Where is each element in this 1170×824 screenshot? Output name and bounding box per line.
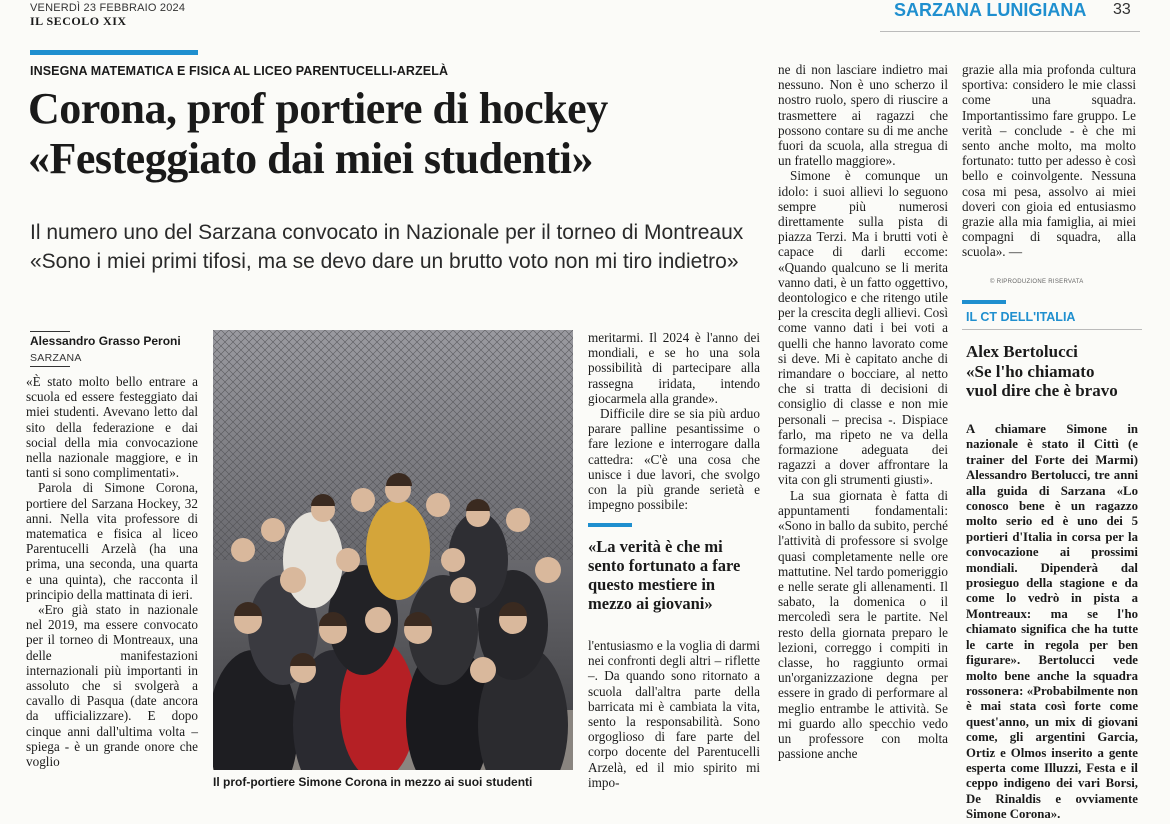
dateline: SARZANA [30,352,82,364]
sidebar-title-line-3: vuol dire che è bravo [966,381,1118,400]
paragraph: Parola di Simone Corona, portiere del Sarzana Hockey, 32 anni. Nella vita professore di matematica e fisica al liceo Parentucelli Arzelà (ha una prima, una seconda, una quarta e una quinta), che racconta il principio della mattinata di ieri. [26,480,198,602]
article-column-3 [778,62,948,761]
sidebar-text [966,422,1138,823]
paragraph: «Ero già stato in nazionale nel 2019, ma essere convocato per il torneo di Montreaux, una delle manifestazioni internazionali più importanti in assoluto che si svolgerà a cavallo di Pasqua (date ancora da ufficializzare). E dopo cinque anni dall'ultima volta – spiega - è un grande onore che voglio [26,602,198,770]
section-title: SARZANA LUNIGIANA [894,0,1087,20]
subhead-line-1: Il numero uno del Sarzana convocato in Nazionale per il torneo di Montreaux [30,221,744,244]
article-column-2 [588,330,760,512]
paragraph: «È stato molto bello entrare a scuola ed essere festeggiato dai miei studenti. Avevano letto dal sito della federazione e dai social della mia convocazione nella nazionale maggiore, e in tanti si sono complimentati». [26,374,198,481]
page-number: 33 [1113,1,1131,18]
sidebar-rule [962,329,1142,330]
sidebar-title-line-1: Alex Bertolucci [966,342,1078,361]
paragraph: ne di non lasciare indietro mai nessuno. Non è uno scherzo il nostro ruolo, spero di riuscire a trasmettere ai ragazzi che possono contare su di me anche fuori da scuola, alla stregua di un fratello maggiore». [778,62,948,169]
paragraph: A chiamare Simone in nazionale è stato il Cittì (e trainer del Forte dei Marmi) Alessandro Bertolucci, tre anni alla guida di Sarzana «Lo conosco bene è un ragazzo molto serio ed è uno dei 5 portieri d'Italia in corsa per la convocazione ai prossimi mondiali. Dipenderà dal prosieguo della stagione e da come lo vedrò in pista a Montreaux: ma se l'ho chiamato significa che ha tutte le carte in regola per ben figurare». Bertolucci vede molto bene anche la squadra rossonera: «Probabilmente non è mai stata così forte come quest'anno, un mix di giovani come, gli argentini Garcia, Ortiz e Olmos inserito a gente esperta come Illuzzi, Festa e il ceppo indigeno dei vari Borsi, De Rinaldis e ovviamente Simone Corona». [966,422,1138,822]
dateline-rule [30,366,70,367]
group-photo [213,330,573,770]
subheadline [30,218,770,276]
section-rule [880,31,1140,32]
byline: Alessandro Grasso Peroni [30,334,181,348]
article-column-2-continued [588,638,760,790]
sidebar-accent [962,300,1006,304]
copyright-note: © RIPRODUZIONE RISERVATA [990,279,1084,285]
sidebar-title-line-2: «Se l'ho chiamato [966,361,1095,381]
paragraph: Difficile dire se sia più arduo parare palline pesantissime o fare lezione e interrogare dalla cattedra: «C'è una cosa che unisce i due lavori, che svolgo con la più grande serietà e impegno possibile: [588,406,760,513]
paragraph: La sua giornata è fatta di appuntamenti fondamentali: «Sono in ballo da subito, perché l'attività di professore si svolge quasi completamente nelle ore mattutine. Nel tardo pomeriggio e nelle serate gli allenamenti. Il sabato, la domenica o il mercoledì sera le partite. Nel resto della giornata preparo le lezioni, correggo i compiti in classe, ho raggiunto ormai un'organizzazione degna per essere in grado di performare al meglio entrambe le attività. Se mi guardo allo specchio vedo un professore con molta passione anche [778,487,948,762]
subhead-line-2: «Sono i miei primi tifosi, ma se devo dare un brutto voto non mi tiro indietro» [30,250,739,273]
article-column-1 [26,374,198,769]
paragraph: l'entusiasmo e la voglia di darmi nei confronti degli altri – riflette –. Da quando sono ritornato a scuola dall'altra parte della barricata mi è cambiata la vita, sento la responsabilità. Sono orgoglioso di fare parte del corpo docente del Parentucelli Arzelà, ed il mio spirito mi impo- [588,638,760,790]
pullquote: «La verità è che mi sento fortunato a fare questo mestiere in mezzo ai giovani» [588,537,741,613]
byline-rule [30,331,70,332]
photo-caption: Il prof-portiere Simone Corona in mezzo ai suoi studenti [213,775,533,789]
sidebar-title [966,342,1141,401]
article-kicker: INSEGNA MATEMATICA E FISICA AL LICEO PARENTUCELLI-ARZELÀ [30,64,449,78]
issue-date: VENERDÌ 23 FEBBRAIO 2024 [30,2,186,14]
paragraph: grazie alla mia profonda cultura sportiva: considero le mie classi come una squadra. Importantissimo fare gruppo. Le verità – conclude - è che mi sento anche molto, ma molto fortunato: tutto per adesso è così bello e coinvolgente. Nessuna cosa mi pesa, assolvo ai miei doveri con gioia ed entusiasmo grazie alla mia famiglia, ai miei compagni di squadra, alla scuola». — [962,62,1136,260]
article-column-4 [962,62,1136,260]
sidebar-kicker: IL CT DELL'ITALIA [966,310,1076,324]
accent-bar [30,50,198,55]
headline [28,84,768,184]
paragraph: Simone è comunque un idolo: i suoi allievi lo seguono sempre più numerosi direttamente sulla pista di piazza Terzi. Ma i brutti voti è capace di darli eccome: «Quando qualcuno se li merita vanno dati, è un fatto oggettivo, deontologico e che ritengo utile per la crescita degli allievi. Così come vanno dati i bei voti a quelli che hanno lavorato come si deve. Mi è capitato anche di rimandare o bocciare, al netto che si tratta di decisioni di consiglio di classe e non mie personali – precisa -. Dispiace farlo, ma ripeto ne va della formazione adeguata dei ragazzi a dover affrontare la vita con gli strumenti giusti». [778,168,948,488]
pullquote-rule [588,523,632,527]
headline-line-1: Corona, prof portiere di hockey [28,84,608,133]
paragraph: meritarmi. Il 2024 è l'anno dei mondiali, e se ho una sola possibilità di partecipare alla rassegna iridata, intendo giocarmela alla grande». [588,330,760,406]
newspaper-name: IL SECOLO XIX [30,14,127,28]
photo-illustration [213,330,573,770]
headline-line-2: «Festeggiato dai miei studenti» [28,134,594,183]
